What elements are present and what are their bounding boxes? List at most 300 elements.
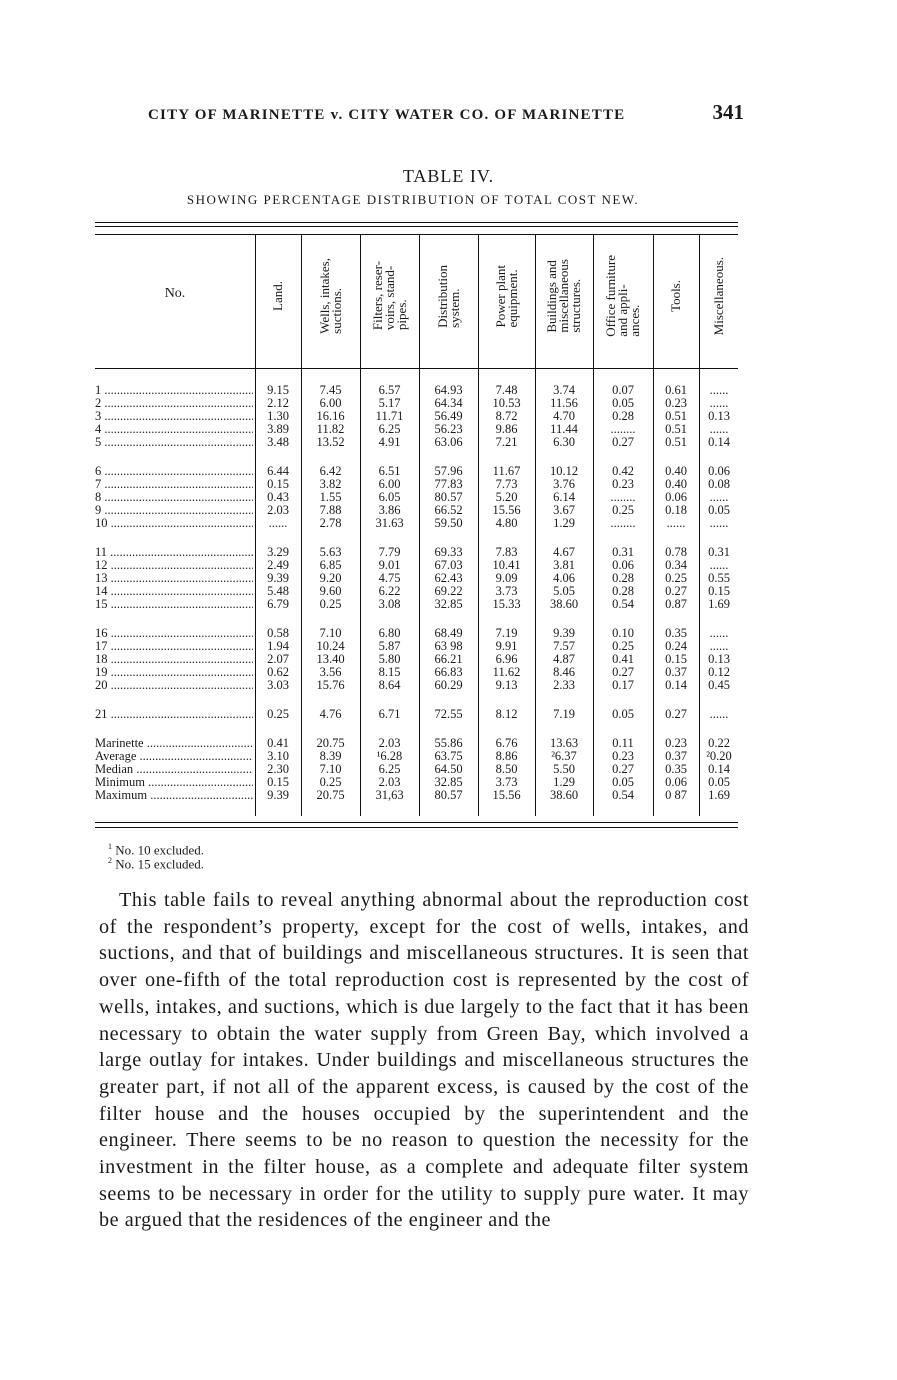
cell-office-furniture: 0.05: [612, 775, 634, 789]
column-header-label: Wells, intakes, suctions.: [316, 258, 344, 334]
cell-power-plant: 8.72: [495, 409, 518, 423]
cell-wells: 5.63: [319, 545, 342, 559]
table-row: [95, 465, 738, 478]
cell-tools: 0.18: [665, 503, 687, 517]
cell-land: 0.15: [267, 477, 289, 491]
cell-filters: 6.00: [378, 477, 401, 491]
cell-miscellaneous: ......: [709, 422, 729, 436]
cell-wells: 0.25: [319, 597, 342, 611]
cell-miscellaneous: 0.55: [708, 571, 730, 585]
cell-distribution: 77.83: [434, 477, 463, 491]
body-paragraph: This table fails to reveal anything abnormal about the reproduction cost of the respondent’s property, except for the cost of wells, intakes, and suctions, and that of buildings and miscellaneous structures. It is seen that over one-fifth of the total reproduction cost is represented by the cost of wells, intakes, and suctions, which is due largely to the fact that it has been necessary to obtain the water supply from Green Bay, which involved a large outlay for intakes. Under buildings and miscellaneous structures the greater part, if not all of the apparent excess, is caused by the cost of the filter house and the houses occupied by the superintendent and the engineer. There seems to be no reason to question the necessity for the investment in the filter house, as a complete and adequate filter system seems to be necessary in order for the utility to supply pure water. It may be argued that the residences of the engineer and the: [99, 889, 749, 1232]
cell-miscellaneous: 0.05: [708, 775, 730, 789]
cell-land: 9.15: [267, 383, 289, 397]
cell-distribution: 62.43: [434, 571, 463, 585]
cell-buildings: 3.74: [553, 383, 575, 397]
cell-buildings: 38.60: [549, 597, 579, 611]
cell-buildings: 13.63: [549, 736, 579, 750]
cell-filters: 6.57: [378, 383, 401, 397]
row-label: 5 .....: [95, 436, 253, 449]
cell-buildings: 6.30: [553, 435, 575, 449]
cell-office-furniture: 0.25: [612, 503, 634, 517]
table-title: TABLE IV.: [402, 166, 495, 186]
cell-miscellaneous: 0.06: [708, 464, 730, 478]
cell-land: 2.03: [267, 503, 289, 517]
cell-power-plant: 7.21: [495, 435, 518, 449]
cell-miscellaneous: ......: [709, 490, 729, 504]
cell-wells: 6.85: [319, 558, 342, 572]
cell-buildings: 5.05: [553, 584, 575, 598]
cell-tools: 0.61: [665, 383, 687, 397]
cell-miscellaneous: 1.69: [708, 788, 730, 802]
cell-tools: 0.51: [665, 435, 687, 449]
cell-distribution: 56.49: [434, 409, 463, 423]
table-row: [95, 436, 738, 449]
cell-filters: 4.91: [378, 435, 401, 449]
cell-office-furniture: 0.25: [612, 639, 634, 653]
cell-power-plant: 8.86: [495, 749, 518, 763]
cell-distribution: 64.93: [434, 383, 463, 397]
cell-buildings: 8.46: [553, 665, 575, 679]
cell-power-plant: 11.62: [492, 665, 521, 679]
cell-land: 6.79: [267, 597, 289, 611]
cell-land: 5.48: [267, 584, 289, 598]
cell-power-plant: 7.19: [495, 626, 518, 640]
cell-miscellaneous: 1.69: [708, 597, 730, 611]
top-rule-inner: [95, 226, 738, 227]
cell-office-furniture: 0.28: [612, 571, 634, 585]
cell-buildings: 4.87: [553, 652, 575, 666]
footnote-mark-1: 1: [108, 842, 112, 851]
cell-office-furniture: 0.31: [612, 545, 634, 559]
cell-wells: 9.20: [319, 571, 342, 585]
column-header-label: Filters, reser- voirs, stand- pipes.: [369, 261, 409, 331]
cell-office-furniture: 0.27: [612, 435, 634, 449]
row-label: 11 .....: [95, 546, 253, 559]
cell-tools: 0.23: [665, 396, 687, 410]
table-row: [95, 491, 738, 504]
cell-land: 2.12: [267, 396, 289, 410]
cell-miscellaneous: 0.13: [708, 409, 730, 423]
cell-land: 2.07: [267, 652, 289, 666]
cell-tools: 0.78: [665, 545, 687, 559]
cell-miscellaneous: 0.15: [708, 584, 730, 598]
row-label: Marinette .....: [95, 737, 253, 750]
cell-tools: 0.23: [665, 736, 687, 750]
column-header-office-furniture: [593, 232, 653, 360]
table-row: [95, 640, 738, 653]
cell-tools: 0.06: [665, 775, 687, 789]
cell-wells: 3.56: [319, 665, 342, 679]
cell-filters: 6.51: [378, 464, 401, 478]
cell-land: 2.30: [267, 762, 289, 776]
cell-filters: 5.17: [378, 396, 401, 410]
cell-tools: 0.34: [665, 558, 687, 572]
cell-tools: 0.51: [665, 409, 687, 423]
cell-office-furniture: 0.27: [612, 762, 634, 776]
cell-tools: ......: [666, 516, 686, 530]
cell-filters: 6.80: [378, 626, 401, 640]
cell-office-furniture: ........: [610, 422, 636, 436]
cell-power-plant: 6.96: [495, 652, 518, 666]
cell-distribution: 32.85: [434, 775, 463, 789]
running-header: [148, 100, 744, 125]
cell-buildings: 3.81: [553, 558, 575, 572]
row-label: 18 .....: [95, 653, 253, 666]
column-header-label: Tools.: [668, 280, 683, 312]
cell-distribution: 69.22: [434, 584, 463, 598]
column-header-land: [255, 232, 301, 360]
cell-office-furniture: 0.06: [612, 558, 634, 572]
row-label: 8 .....: [95, 491, 253, 504]
column-header-power-plant: [478, 232, 535, 360]
cell-office-furniture: 0.42: [612, 464, 634, 478]
cell-distribution: 69.33: [434, 545, 463, 559]
row-label: 6 .....: [95, 465, 253, 478]
cell-tools: 0.87: [665, 597, 687, 611]
row-label: 2 .....: [95, 397, 253, 410]
table-row: [95, 789, 738, 802]
cell-buildings: 11.44: [550, 422, 578, 436]
column-header-label: Land.: [270, 281, 285, 311]
cell-filters: 5.80: [378, 652, 401, 666]
cell-buildings: 4.70: [553, 409, 575, 423]
row-label: 9 .....: [95, 504, 253, 517]
cell-power-plant: 9.09: [495, 571, 518, 585]
cell-distribution: 72.55: [434, 707, 463, 721]
cell-filters: 31,63: [375, 788, 404, 802]
cell-office-furniture: 0.23: [612, 477, 634, 491]
cell-wells: 13.40: [316, 652, 345, 666]
cell-power-plant: 11.67: [492, 464, 521, 478]
cell-filters: 3.08: [378, 597, 401, 611]
cell-buildings: 9.39: [553, 626, 575, 640]
cell-tools: 0.27: [665, 584, 687, 598]
cell-land: 0.15: [267, 775, 289, 789]
cell-wells: 15.76: [316, 678, 345, 692]
cell-wells: 10.24: [316, 639, 345, 653]
cell-miscellaneous: ......: [709, 516, 729, 530]
cell-power-plant: 10.53: [492, 396, 521, 410]
cell-office-furniture: 0.07: [612, 383, 634, 397]
cell-miscellaneous: ......: [709, 558, 729, 572]
cell-wells: 3.82: [319, 477, 342, 491]
row-label: Maximum .....: [95, 789, 253, 802]
cell-filters: 8.64: [378, 678, 401, 692]
cell-land: 1.94: [267, 639, 289, 653]
cell-wells: 0.25: [319, 775, 342, 789]
cell-miscellaneous: ......: [709, 707, 729, 721]
cell-tools: 0.37: [665, 665, 687, 679]
column-header-label: Buildings and miscellaneous structures.: [544, 259, 583, 333]
cell-miscellaneous: 0.14: [708, 762, 730, 776]
row-label: 4 .....: [95, 423, 253, 436]
row-label: Average .....: [95, 750, 253, 763]
table-row: [95, 410, 738, 423]
cell-wells: 9.60: [319, 584, 342, 598]
footnote-mark-2: 2: [108, 856, 112, 865]
cell-power-plant: 8.12: [495, 707, 518, 721]
cell-power-plant: 6.76: [495, 736, 518, 750]
row-label: 21 .....: [95, 708, 253, 721]
row-label: 7 .....: [95, 478, 253, 491]
cell-office-furniture: 0.05: [612, 707, 634, 721]
cell-miscellaneous: ......: [709, 396, 729, 410]
cell-filters: 9.01: [378, 558, 401, 572]
cell-miscellaneous: 0.31: [708, 545, 730, 559]
cell-filters: 7.79: [378, 545, 401, 559]
cell-buildings: 7.19: [553, 707, 575, 721]
cell-land: 2.49: [267, 558, 289, 572]
cell-distribution: 59.50: [434, 516, 463, 530]
cell-distribution: 56.23: [434, 422, 463, 436]
cell-tools: 0 87: [665, 788, 687, 802]
column-header-no: No.: [164, 286, 186, 301]
cell-power-plant: 7.48: [495, 383, 518, 397]
table-row: [95, 737, 738, 750]
cell-office-furniture: 0.28: [612, 584, 634, 598]
cell-miscellaneous: ......: [709, 626, 729, 640]
cell-tools: 0.35: [665, 762, 687, 776]
cell-office-furniture: 0.54: [612, 597, 634, 611]
cell-tools: 0.25: [665, 571, 687, 585]
cost-distribution-table: [95, 222, 738, 830]
cell-power-plant: 9.13: [495, 678, 518, 692]
cell-distribution: 66.52: [434, 503, 463, 517]
cell-land: ......: [268, 516, 288, 530]
cell-office-furniture: 0.27: [612, 665, 634, 679]
cell-land: 3.29: [267, 545, 289, 559]
table-row: [95, 708, 738, 721]
table-row: [95, 653, 738, 666]
cell-power-plant: 7.73: [495, 477, 518, 491]
cell-office-furniture: 0.28: [612, 409, 634, 423]
table-row: [95, 679, 738, 692]
cell-land: 0.58: [267, 626, 289, 640]
cell-office-furniture: 0.17: [612, 678, 634, 692]
table-row: [95, 559, 738, 572]
row-label: 10 .....: [95, 517, 253, 530]
column-header-filters: [360, 232, 419, 360]
table-row: [95, 397, 738, 410]
cell-wells: 20.75: [316, 788, 345, 802]
cell-filters: ¹6.28: [376, 749, 403, 763]
cell-buildings: 6.14: [553, 490, 575, 504]
cell-wells: 1.55: [319, 490, 342, 504]
cell-miscellaneous: ......: [709, 639, 729, 653]
table-row: [95, 598, 738, 611]
cell-distribution: 68.49: [434, 626, 463, 640]
cell-office-furniture: 0.23: [612, 749, 634, 763]
cell-buildings: 1.29: [553, 775, 575, 789]
row-label: 12 .....: [95, 559, 253, 572]
cell-filters: 11.71: [375, 409, 404, 423]
cell-office-furniture: 0.54: [612, 788, 634, 802]
cell-buildings: 7.57: [553, 639, 575, 653]
table-row: [95, 517, 738, 530]
bottom-rule: [95, 822, 738, 823]
cell-buildings: 5.50: [553, 762, 575, 776]
top-rule: [95, 222, 738, 223]
cell-distribution: 32.85: [434, 597, 463, 611]
cell-distribution: 80.57: [434, 788, 463, 802]
cell-miscellaneous: 0.45: [708, 678, 730, 692]
cell-miscellaneous: ......: [709, 383, 729, 397]
cell-wells: 6.42: [319, 464, 342, 478]
row-label: 19 .....: [95, 666, 253, 679]
cell-filters: 4.75: [378, 571, 401, 585]
cell-power-plant: 9.91: [495, 639, 518, 653]
cell-distribution: 80.57: [434, 490, 463, 504]
cell-distribution: 64.50: [434, 762, 463, 776]
cell-filters: 5.87: [378, 639, 401, 653]
page-number: 341: [712, 100, 744, 124]
table-row: [95, 750, 738, 763]
cell-distribution: 63.06: [434, 435, 463, 449]
row-label: Median .....: [95, 763, 253, 776]
cell-tools: 0.06: [665, 490, 687, 504]
cell-tools: 0.37: [665, 749, 687, 763]
cell-land: 3.03: [267, 678, 289, 692]
cell-wells: 7.10: [319, 762, 342, 776]
cell-tools: 0.51: [665, 422, 687, 436]
footnote-2: [108, 856, 204, 872]
cell-power-plant: 9.86: [495, 422, 518, 436]
cell-tools: 0.40: [665, 477, 687, 491]
cell-land: 1.30: [267, 409, 289, 423]
cell-distribution: 66.21: [434, 652, 463, 666]
cell-buildings: 4.67: [553, 545, 575, 559]
cell-buildings: 3.67: [553, 503, 575, 517]
cell-land: 3.89: [267, 422, 289, 436]
cell-distribution: 60.29: [434, 678, 463, 692]
cell-land: 0.25: [267, 707, 289, 721]
column-header-label: Distribution system.: [434, 264, 462, 328]
table-row: [95, 666, 738, 679]
cell-filters: 6.71: [378, 707, 401, 721]
cell-land: 6.44: [267, 464, 289, 478]
cell-power-plant: 10.41: [492, 558, 521, 572]
cell-filters: 6.22: [378, 584, 401, 598]
column-header-tools: [653, 232, 699, 360]
cell-wells: 20.75: [316, 736, 345, 750]
table-row: [95, 585, 738, 598]
cell-wells: 7.88: [319, 503, 342, 517]
column-header-wells: [301, 232, 360, 360]
cell-tools: 0.27: [665, 707, 687, 721]
cell-miscellaneous: 0.08: [708, 477, 730, 491]
cell-land: 3.48: [267, 435, 289, 449]
cell-tools: 0.15: [665, 652, 687, 666]
table-row: [95, 423, 738, 436]
cell-office-furniture: ........: [610, 490, 636, 504]
footnote-text: No. 10 excluded.: [115, 842, 205, 858]
column-header-label: Power plant equipment.: [492, 264, 520, 328]
table-row: [95, 478, 738, 491]
cell-filters: 6.25: [378, 422, 401, 436]
table-row: [95, 776, 738, 789]
cell-filters: 2.03: [378, 775, 401, 789]
cell-office-furniture: 0.11: [612, 736, 634, 750]
cell-buildings: 1.29: [553, 516, 575, 530]
header-bottom-rule: [95, 368, 738, 369]
cell-tools: 0.24: [665, 639, 687, 653]
cell-buildings: 38.60: [549, 788, 579, 802]
column-header-label: Office furniture and appli- ances.: [603, 255, 642, 337]
cell-wells: 4.76: [319, 707, 342, 721]
cell-miscellaneous: 0.22: [708, 736, 730, 750]
cell-wells: 11.82: [316, 422, 345, 436]
cell-filters: 6.25: [378, 762, 401, 776]
cell-office-furniture: 0.41: [612, 652, 634, 666]
cell-miscellaneous: 0.12: [708, 665, 730, 679]
cell-power-plant: 4.80: [495, 516, 518, 530]
cell-distribution: 63.75: [434, 749, 463, 763]
cell-wells: 2.78: [319, 516, 342, 530]
bottom-rule-inner: [95, 827, 738, 828]
cell-wells: 8.39: [319, 749, 342, 763]
cell-distribution: 66.83: [434, 665, 463, 679]
table-row: [95, 546, 738, 559]
cell-miscellaneous: ²0.20: [706, 749, 732, 763]
cell-land: 3.10: [267, 749, 289, 763]
cell-filters: 8.15: [378, 665, 401, 679]
cell-tools: 0.14: [665, 678, 687, 692]
cell-filters: 31.63: [375, 516, 404, 530]
table-row: [95, 504, 738, 517]
cell-tools: 0.40: [665, 464, 687, 478]
cell-land: 9.39: [267, 571, 289, 585]
row-label: 16 .....: [95, 627, 253, 640]
cell-buildings: 4.06: [553, 571, 575, 585]
table-row: [95, 627, 738, 640]
column-header-miscellaneous: [699, 232, 739, 360]
cell-buildings: 2.33: [553, 678, 575, 692]
footnote-text: No. 15 excluded.: [115, 856, 205, 872]
cell-distribution: 57.96: [434, 464, 463, 478]
column-header-distribution: [419, 232, 478, 360]
cell-filters: 3.86: [378, 503, 401, 517]
cell-buildings: ²6.37: [551, 749, 577, 763]
table-subtitle: SHOWING PERCENTAGE DISTRIBUTION OF TOTAL COST NEW.: [186, 192, 640, 207]
cell-power-plant: 8.50: [495, 762, 518, 776]
cell-tools: 0.35: [665, 626, 687, 640]
row-label: 3 .....: [95, 410, 253, 423]
cell-distribution: 55.86: [434, 736, 463, 750]
cell-buildings: 11.56: [550, 396, 578, 410]
cell-power-plant: 3.73: [495, 775, 518, 789]
cell-power-plant: 3.73: [495, 584, 518, 598]
table-row: [95, 572, 738, 585]
row-label: Minimum .....: [95, 776, 253, 789]
cell-buildings: 3.76: [553, 477, 575, 491]
column-header-label: Miscellaneous.: [711, 256, 726, 336]
row-label: 14 .....: [95, 585, 253, 598]
cell-wells: 6.00: [319, 396, 342, 410]
cell-power-plant: 15.56: [492, 503, 521, 517]
row-label: 13 .....: [95, 572, 253, 585]
running-head-title: CITY OF MARINETTE v. CITY WATER CO. OF MARINETTE: [148, 107, 626, 123]
cell-wells: 13.52: [316, 435, 345, 449]
row-label: 17 .....: [95, 640, 253, 653]
row-label: 1 .....: [95, 384, 253, 397]
cell-miscellaneous: 0.05: [708, 503, 730, 517]
cell-miscellaneous: 0.14: [708, 435, 730, 449]
cell-land: 9.39: [267, 788, 289, 802]
table-row: [95, 763, 738, 776]
cell-distribution: 64.34: [434, 396, 463, 410]
cell-land: 0.41: [267, 736, 289, 750]
